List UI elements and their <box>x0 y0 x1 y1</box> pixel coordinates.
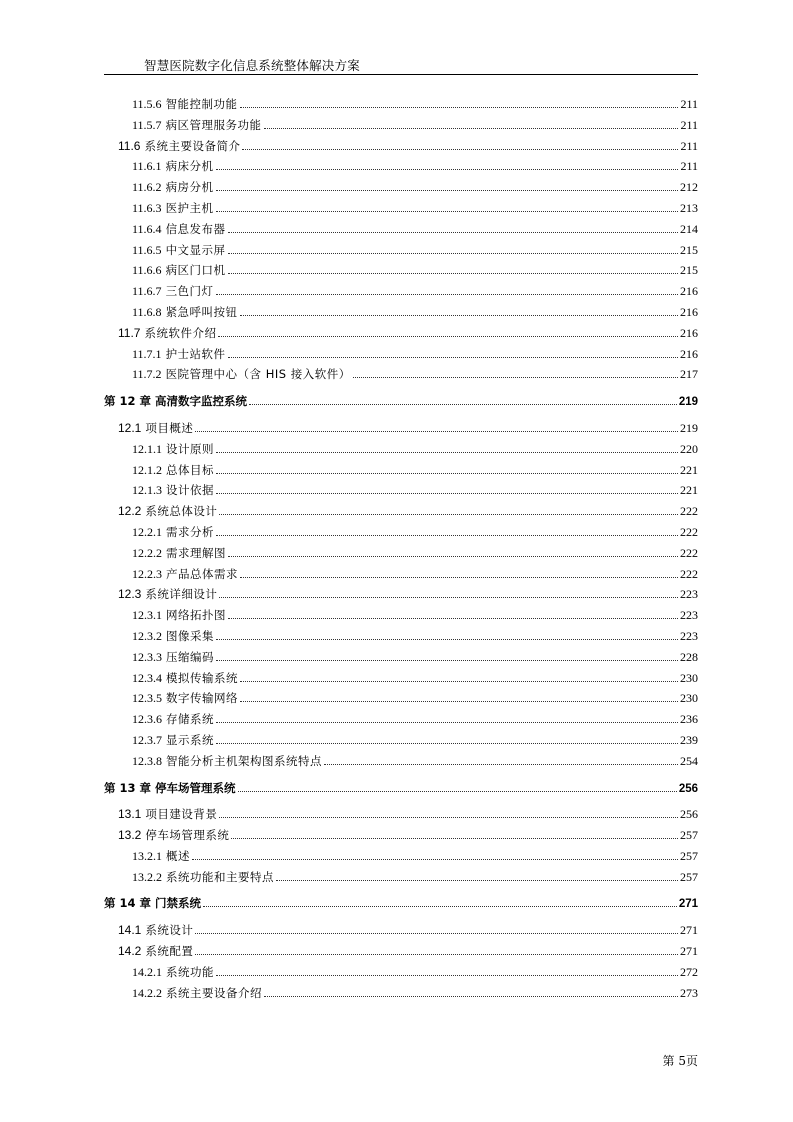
toc-entry-title: 系统总体设计 <box>145 504 218 519</box>
toc-entry-page: 223 <box>680 587 698 602</box>
toc-entry[interactable] <box>104 566 698 587</box>
toc-entry-page: 219 <box>678 396 698 409</box>
toc-dot-leader <box>242 148 678 150</box>
toc-entry-page: 221 <box>680 483 698 498</box>
toc-entry-title: 图像采集 <box>166 628 214 643</box>
toc-entry-title: 医院管理中心（含 HIS 接入软件） <box>165 367 351 382</box>
toc-entry-title: 护士站软件 <box>165 346 226 361</box>
toc-dot-leader <box>219 816 678 818</box>
toc-entry-number: 11.6.6 <box>132 263 162 278</box>
toc-entry[interactable] <box>104 158 698 179</box>
toc-entry-page: 256 <box>678 782 698 795</box>
toc-dot-leader <box>228 555 678 557</box>
toc-chapter-entry[interactable] <box>104 393 698 414</box>
toc-dot-leader <box>216 974 678 976</box>
toc-entry-title: 中文显示屏 <box>165 242 226 257</box>
toc-entry-number: 第 14 章 <box>104 896 152 911</box>
toc-dot-leader <box>216 472 678 474</box>
toc-dot-leader <box>228 272 678 274</box>
toc-dot-leader <box>216 168 679 170</box>
toc-entry-page: 219 <box>680 420 698 435</box>
toc-entry-page: 239 <box>680 732 698 747</box>
toc-entry-number: 12.3.7 <box>132 732 162 747</box>
toc-entry-page: 214 <box>680 221 698 236</box>
toc-entry-title: 需求理解图 <box>166 545 226 560</box>
toc-entry-number: 11.6.1 <box>132 159 162 174</box>
toc-entry[interactable] <box>104 985 698 1006</box>
toc-entry-title: 智能控制功能 <box>165 97 238 111</box>
toc-entry[interactable] <box>104 346 698 367</box>
toc-entry-number: 12.2.2 <box>132 545 162 560</box>
toc-entry-page: 228 <box>680 649 698 664</box>
toc-entry-number: 12.3.5 <box>132 691 162 706</box>
toc-entry-number: 12.1.1 <box>132 441 162 456</box>
toc-entry[interactable] <box>104 649 698 670</box>
toc-entry[interactable] <box>104 711 698 732</box>
toc-entry-title: 显示系统 <box>166 732 214 747</box>
toc-chapter-entry[interactable] <box>104 780 698 801</box>
toc-entry-number: 13.1 <box>118 807 142 822</box>
toc-dot-leader <box>240 314 678 316</box>
toc-dot-leader <box>216 742 678 744</box>
toc-entry-page: 222 <box>680 504 698 519</box>
toc-entry-page: 257 <box>680 869 698 884</box>
toc-entry-page: 223 <box>680 608 698 623</box>
toc-entry-title: 网络拓扑图 <box>166 608 226 623</box>
toc-entry-page: 230 <box>680 670 698 685</box>
toc-entry[interactable] <box>104 441 698 462</box>
toc-entry[interactable] <box>104 96 698 117</box>
toc-entry[interactable] <box>104 262 698 283</box>
toc-entry-number: 12.3.6 <box>132 712 162 727</box>
toc-entry-number: 13.2.2 <box>132 869 162 884</box>
toc-dot-leader <box>218 335 678 337</box>
toc-entry-page: 257 <box>680 848 698 863</box>
toc-entry-title: 总体目标 <box>166 462 214 477</box>
toc-entry-number: 12.3 <box>118 587 142 602</box>
toc-entry[interactable] <box>104 503 698 524</box>
toc-dot-leader <box>238 790 677 792</box>
toc-entry[interactable] <box>104 221 698 242</box>
toc-dot-leader <box>228 252 678 254</box>
toc-entry-number: 12.3.8 <box>132 753 162 768</box>
toc-entry-page: 222 <box>680 545 698 560</box>
toc-entry-page: 211 <box>680 117 698 132</box>
toc-entry-number: 11.7 <box>118 325 141 340</box>
toc-entry-number: 12.2 <box>118 504 142 519</box>
toc-entry[interactable] <box>104 607 698 628</box>
toc-entry-number: 12.3.3 <box>132 649 162 664</box>
toc-entry-page: 222 <box>680 566 698 581</box>
toc-entry-title: 数字传输网络 <box>166 691 238 706</box>
toc-dot-leader <box>231 837 678 839</box>
page-number: 第 5页 <box>662 1054 698 1068</box>
toc-entry[interactable] <box>104 827 698 848</box>
toc-entry-page: 216 <box>680 346 698 361</box>
toc-entry-title: 系统配置 <box>145 944 194 959</box>
toc-dot-leader <box>228 617 678 619</box>
toc-dot-leader <box>203 905 677 907</box>
toc-entry-title: 产品总体需求 <box>166 566 238 581</box>
toc-entry-page: 211 <box>680 159 698 174</box>
toc-entry[interactable] <box>104 325 698 346</box>
toc-dot-leader <box>216 659 678 661</box>
toc-entry-number: 11.6.5 <box>132 242 162 257</box>
toc-entry-number: 13.2.1 <box>132 848 162 863</box>
toc-entry-number: 12.3.4 <box>132 670 162 685</box>
toc-entry-number: 12.1 <box>118 420 142 435</box>
toc-dot-leader <box>240 680 678 682</box>
toc-entry[interactable] <box>104 482 698 503</box>
toc-dot-leader <box>195 932 678 934</box>
toc-entry[interactable] <box>104 462 698 483</box>
toc-entry-title: 医护主机 <box>165 200 214 215</box>
toc-dot-leader <box>249 403 677 405</box>
toc-entry-number: 11.6 <box>118 138 141 153</box>
toc-entry-number: 11.7.1 <box>132 346 162 361</box>
toc-entry[interactable] <box>104 117 698 138</box>
toc-entry-page: 221 <box>680 462 698 477</box>
toc-entry[interactable] <box>104 179 698 200</box>
document-title: 智慧医院数字化信息系统整体解决方案 <box>144 58 360 73</box>
toc-entry-number: 12.3.2 <box>132 628 162 643</box>
toc-entry-number: 12.1.2 <box>132 462 162 477</box>
toc-entry-title: 系统功能和主要特点 <box>166 869 274 884</box>
toc-dot-leader <box>216 189 678 191</box>
toc-entry-title: 病床分机 <box>165 159 214 174</box>
toc-dot-leader <box>192 858 678 860</box>
toc-entry[interactable] <box>104 848 698 869</box>
toc-entry-page: 271 <box>680 923 698 938</box>
toc-entry-title: 智能分析主机架构图系统特点 <box>166 753 322 768</box>
toc-entry-page: 236 <box>680 712 698 727</box>
toc-entry-title: 三色门灯 <box>165 284 214 299</box>
toc-entry[interactable] <box>104 690 698 711</box>
toc-entry-title: 模拟传输系统 <box>166 670 238 685</box>
toc-entry-number: 11.6.4 <box>132 221 162 236</box>
toc-entry-number: 12.1.3 <box>132 483 162 498</box>
toc-entry-title: 概述 <box>166 848 190 863</box>
table-of-contents <box>104 96 698 1005</box>
toc-entry-number: 11.5.6 <box>132 97 162 111</box>
toc-entry-page: 271 <box>680 944 698 959</box>
toc-entry-title: 停车场管理系统 <box>145 828 230 843</box>
toc-entry[interactable] <box>104 753 698 774</box>
toc-entry-number: 14.2.2 <box>132 985 162 1000</box>
toc-dot-leader <box>216 451 678 453</box>
toc-entry-page: 216 <box>680 325 698 340</box>
toc-dot-leader <box>240 576 678 578</box>
toc-entry-title: 病区管理服务功能 <box>165 117 262 132</box>
toc-entry[interactable] <box>104 524 698 545</box>
toc-entry-page: 215 <box>680 242 698 257</box>
toc-entry-page: 213 <box>680 200 698 215</box>
toc-entry-number: 11.6.2 <box>132 180 162 195</box>
toc-entry-title: 信息发布器 <box>165 221 226 236</box>
toc-entry-number: 12.3.1 <box>132 608 162 623</box>
toc-entry-page: 211 <box>680 97 698 111</box>
toc-entry[interactable] <box>104 670 698 691</box>
toc-dot-leader <box>216 492 678 494</box>
toc-entry-title: 系统主要设备简介 <box>144 138 241 153</box>
toc-entry-number: 14.1 <box>118 923 142 938</box>
toc-entry-page: 216 <box>680 304 698 319</box>
toc-entry-number: 13.2 <box>118 828 142 843</box>
toc-entry[interactable] <box>104 964 698 985</box>
toc-entry[interactable] <box>104 304 698 325</box>
toc-entry-page: 217 <box>680 367 698 382</box>
toc-entry[interactable] <box>104 628 698 649</box>
toc-dot-leader <box>240 700 678 702</box>
toc-entry-number: 第 13 章 <box>104 780 152 795</box>
toc-entry[interactable] <box>104 806 698 827</box>
toc-entry-number: 11.6.8 <box>132 304 162 319</box>
toc-dot-leader <box>276 879 678 881</box>
toc-entry-page: 272 <box>680 964 698 979</box>
toc-entry-page: 212 <box>680 180 698 195</box>
toc-entry-page: 230 <box>680 691 698 706</box>
toc-entry-number: 14.2.1 <box>132 964 162 979</box>
toc-dot-leader <box>195 953 678 955</box>
toc-entry-title: 系统功能 <box>166 964 214 979</box>
toc-dot-leader <box>216 293 678 295</box>
toc-entry-page: 257 <box>680 828 698 843</box>
toc-entry[interactable] <box>104 869 698 890</box>
toc-entry[interactable] <box>104 922 698 943</box>
toc-entry-title: 停车场管理系统 <box>155 780 236 795</box>
toc-dot-leader <box>264 995 678 997</box>
toc-entry-page: 215 <box>680 263 698 278</box>
toc-entry-title: 病区门口机 <box>165 263 226 278</box>
toc-entry[interactable] <box>104 943 698 964</box>
toc-entry-number: 11.5.7 <box>132 117 162 132</box>
toc-entry-page: 271 <box>678 898 698 911</box>
toc-dot-leader <box>228 356 678 358</box>
toc-entry-title: 系统软件介绍 <box>144 325 217 340</box>
toc-entry-title: 项目概述 <box>145 420 194 435</box>
toc-entry-title: 系统主要设备介绍 <box>166 985 262 1000</box>
toc-entry-title: 系统设计 <box>145 923 194 938</box>
toc-dot-leader <box>324 763 678 765</box>
toc-entry-title: 系统详细设计 <box>145 587 218 602</box>
toc-dot-leader <box>240 106 679 108</box>
toc-entry-number: 14.2 <box>118 944 142 959</box>
toc-entry[interactable] <box>104 366 698 387</box>
toc-entry-page: 220 <box>680 441 698 456</box>
toc-entry-title: 紧急呼叫按钮 <box>165 304 238 319</box>
page-header <box>104 52 698 75</box>
toc-entry-number: 11.6.3 <box>132 200 162 215</box>
toc-entry-number: 11.6.7 <box>132 284 162 299</box>
toc-entry-title: 需求分析 <box>166 524 214 539</box>
toc-dot-leader <box>219 513 678 515</box>
toc-dot-leader <box>195 430 678 432</box>
toc-entry[interactable] <box>104 545 698 566</box>
toc-entry[interactable] <box>104 242 698 263</box>
toc-entry[interactable] <box>104 200 698 221</box>
toc-entry-title: 存储系统 <box>166 712 214 727</box>
toc-entry[interactable] <box>104 138 698 159</box>
toc-entry-page: 254 <box>680 753 698 768</box>
toc-entry-title: 压缩编码 <box>166 649 214 664</box>
toc-dot-leader <box>219 596 678 598</box>
toc-entry-page: 222 <box>680 524 698 539</box>
toc-entry[interactable] <box>104 420 698 441</box>
toc-entry-number: 11.7.2 <box>132 367 162 382</box>
toc-dot-leader <box>216 721 678 723</box>
toc-entry-title: 病房分机 <box>165 180 214 195</box>
toc-entry-title: 项目建设背景 <box>145 807 218 822</box>
toc-entry-page: 216 <box>680 284 698 299</box>
toc-dot-leader <box>264 127 679 129</box>
toc-entry-title: 门禁系统 <box>155 896 202 911</box>
toc-entry[interactable] <box>104 283 698 304</box>
toc-entry-title: 高清数字监控系统 <box>155 394 248 409</box>
toc-dot-leader <box>216 534 678 536</box>
toc-entry-title: 设计依据 <box>166 483 214 498</box>
toc-entry-number: 12.2.1 <box>132 524 162 539</box>
toc-entry-page: 211 <box>680 138 698 153</box>
toc-entry[interactable] <box>104 586 698 607</box>
toc-dot-leader <box>228 231 678 233</box>
toc-dot-leader <box>216 638 678 640</box>
toc-entry-number: 12.2.3 <box>132 566 162 581</box>
toc-dot-leader <box>216 210 678 212</box>
toc-entry-number: 第 12 章 <box>104 394 152 409</box>
toc-entry[interactable] <box>104 732 698 753</box>
toc-entry-page: 256 <box>680 807 698 822</box>
toc-entry-page: 273 <box>680 985 698 1000</box>
toc-entry-title: 设计原则 <box>166 441 214 456</box>
toc-dot-leader <box>353 376 678 378</box>
toc-chapter-entry[interactable] <box>104 895 698 916</box>
toc-entry-page: 223 <box>680 628 698 643</box>
